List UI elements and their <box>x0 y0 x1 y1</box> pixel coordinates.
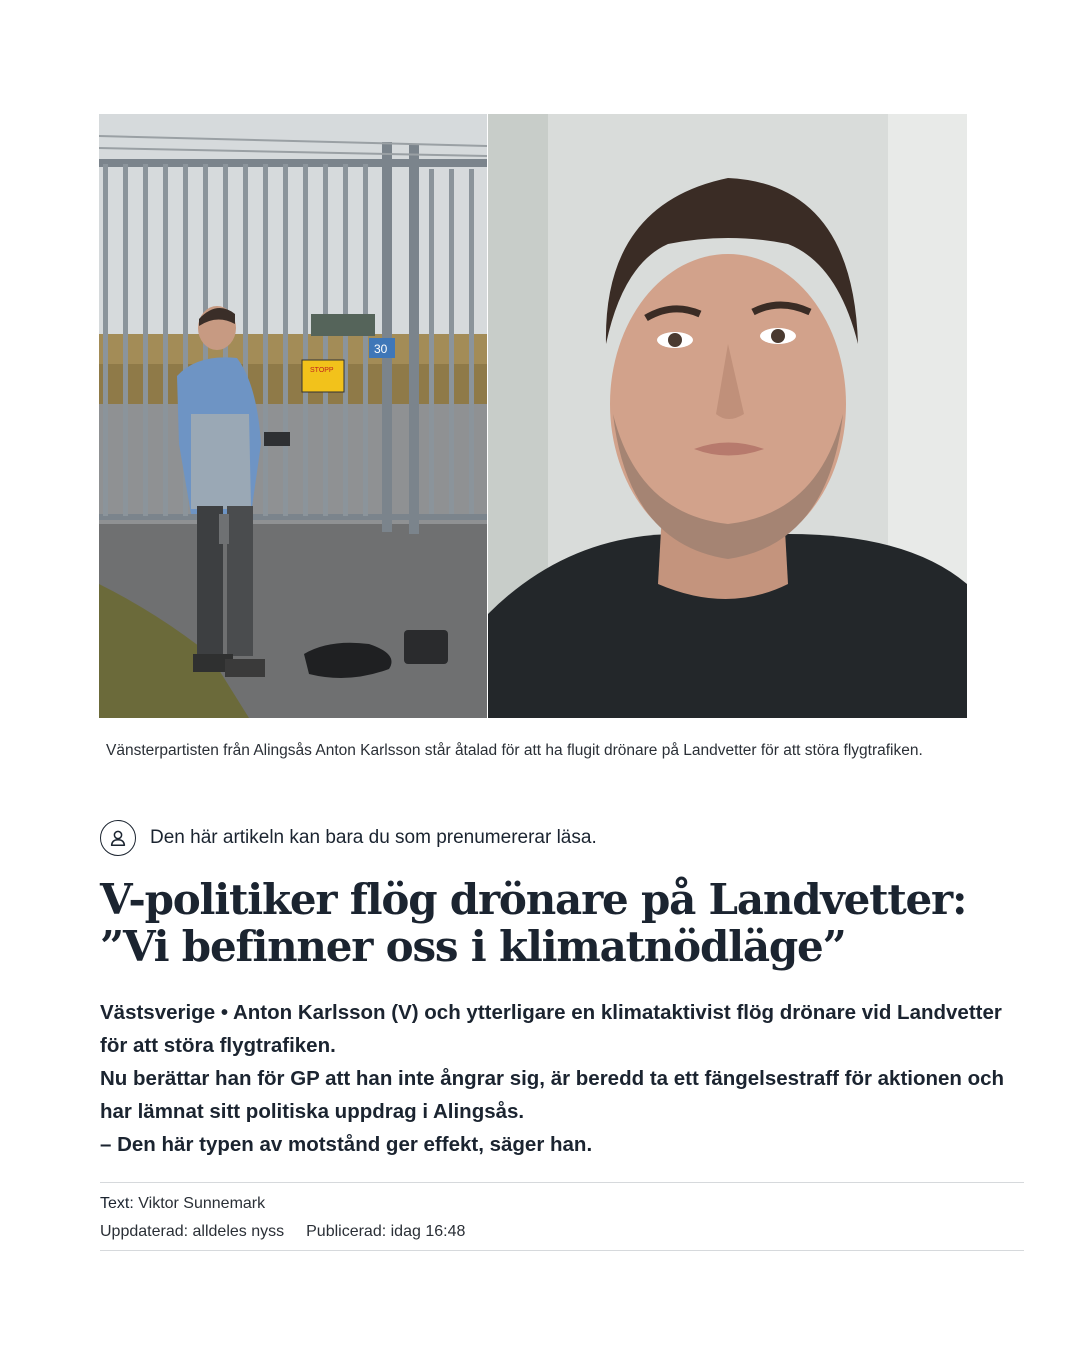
published-label: Publicerad: <box>306 1223 387 1240</box>
sign-number: 30 <box>374 342 388 356</box>
lead-paragraph-3: – Den här typen av motstånd ger effekt, säger han. <box>100 1133 593 1156</box>
lead-separator: • <box>220 1001 228 1024</box>
updated-value: alldeles nyss <box>192 1223 285 1240</box>
byline-dates-row <box>100 1218 465 1246</box>
sign-warning: STOPP <box>310 367 334 374</box>
subscriber-notice-text: Den här artikeln kan bara du som prenumererar läsa. <box>150 827 597 848</box>
updated-label: Uppdaterad: <box>100 1223 189 1240</box>
byline-author: Viktor Sunnemark <box>138 1195 266 1212</box>
article-lead <box>100 996 1030 1161</box>
hero-image-pair <box>99 114 967 718</box>
lead-text-1: Anton Karlsson (V) och ytterligare en klimataktivist flög drönare vid Landvetter för att störa flygtrafiken. <box>100 1001 1002 1057</box>
lead-region: Västsverige <box>100 1001 216 1024</box>
article-headline: V-politiker flög drönare på Landvetter: ”Vi befinner oss i klimatnödläge” <box>100 875 967 971</box>
image-caption: Vänsterpartisten från Alingsås Anton Karlsson står åtalad för att ha flugit drönare på Landvetter för att störa flygtrafiken. <box>106 742 923 759</box>
byline <box>100 1190 465 1246</box>
byline-top-divider <box>100 1182 1024 1183</box>
byline-bottom-divider <box>100 1250 1024 1251</box>
published-value: idag 16:48 <box>390 1223 466 1240</box>
user-icon <box>100 820 136 856</box>
byline-author-row <box>100 1190 465 1218</box>
photo-man-flying-drone <box>99 114 487 718</box>
photo-portrait <box>488 114 967 718</box>
byline-text-label: Text: <box>100 1195 134 1212</box>
subscriber-notice <box>100 818 597 858</box>
lead-paragraph-2: Nu berättar han för GP att han inte ångrar sig, är beredd ta ett fängelsestraff för aktionen och har lämnat sitt politiska uppdrag i Alingsås. <box>100 1067 1005 1123</box>
lead-paragraph-1 <box>100 996 1030 1062</box>
